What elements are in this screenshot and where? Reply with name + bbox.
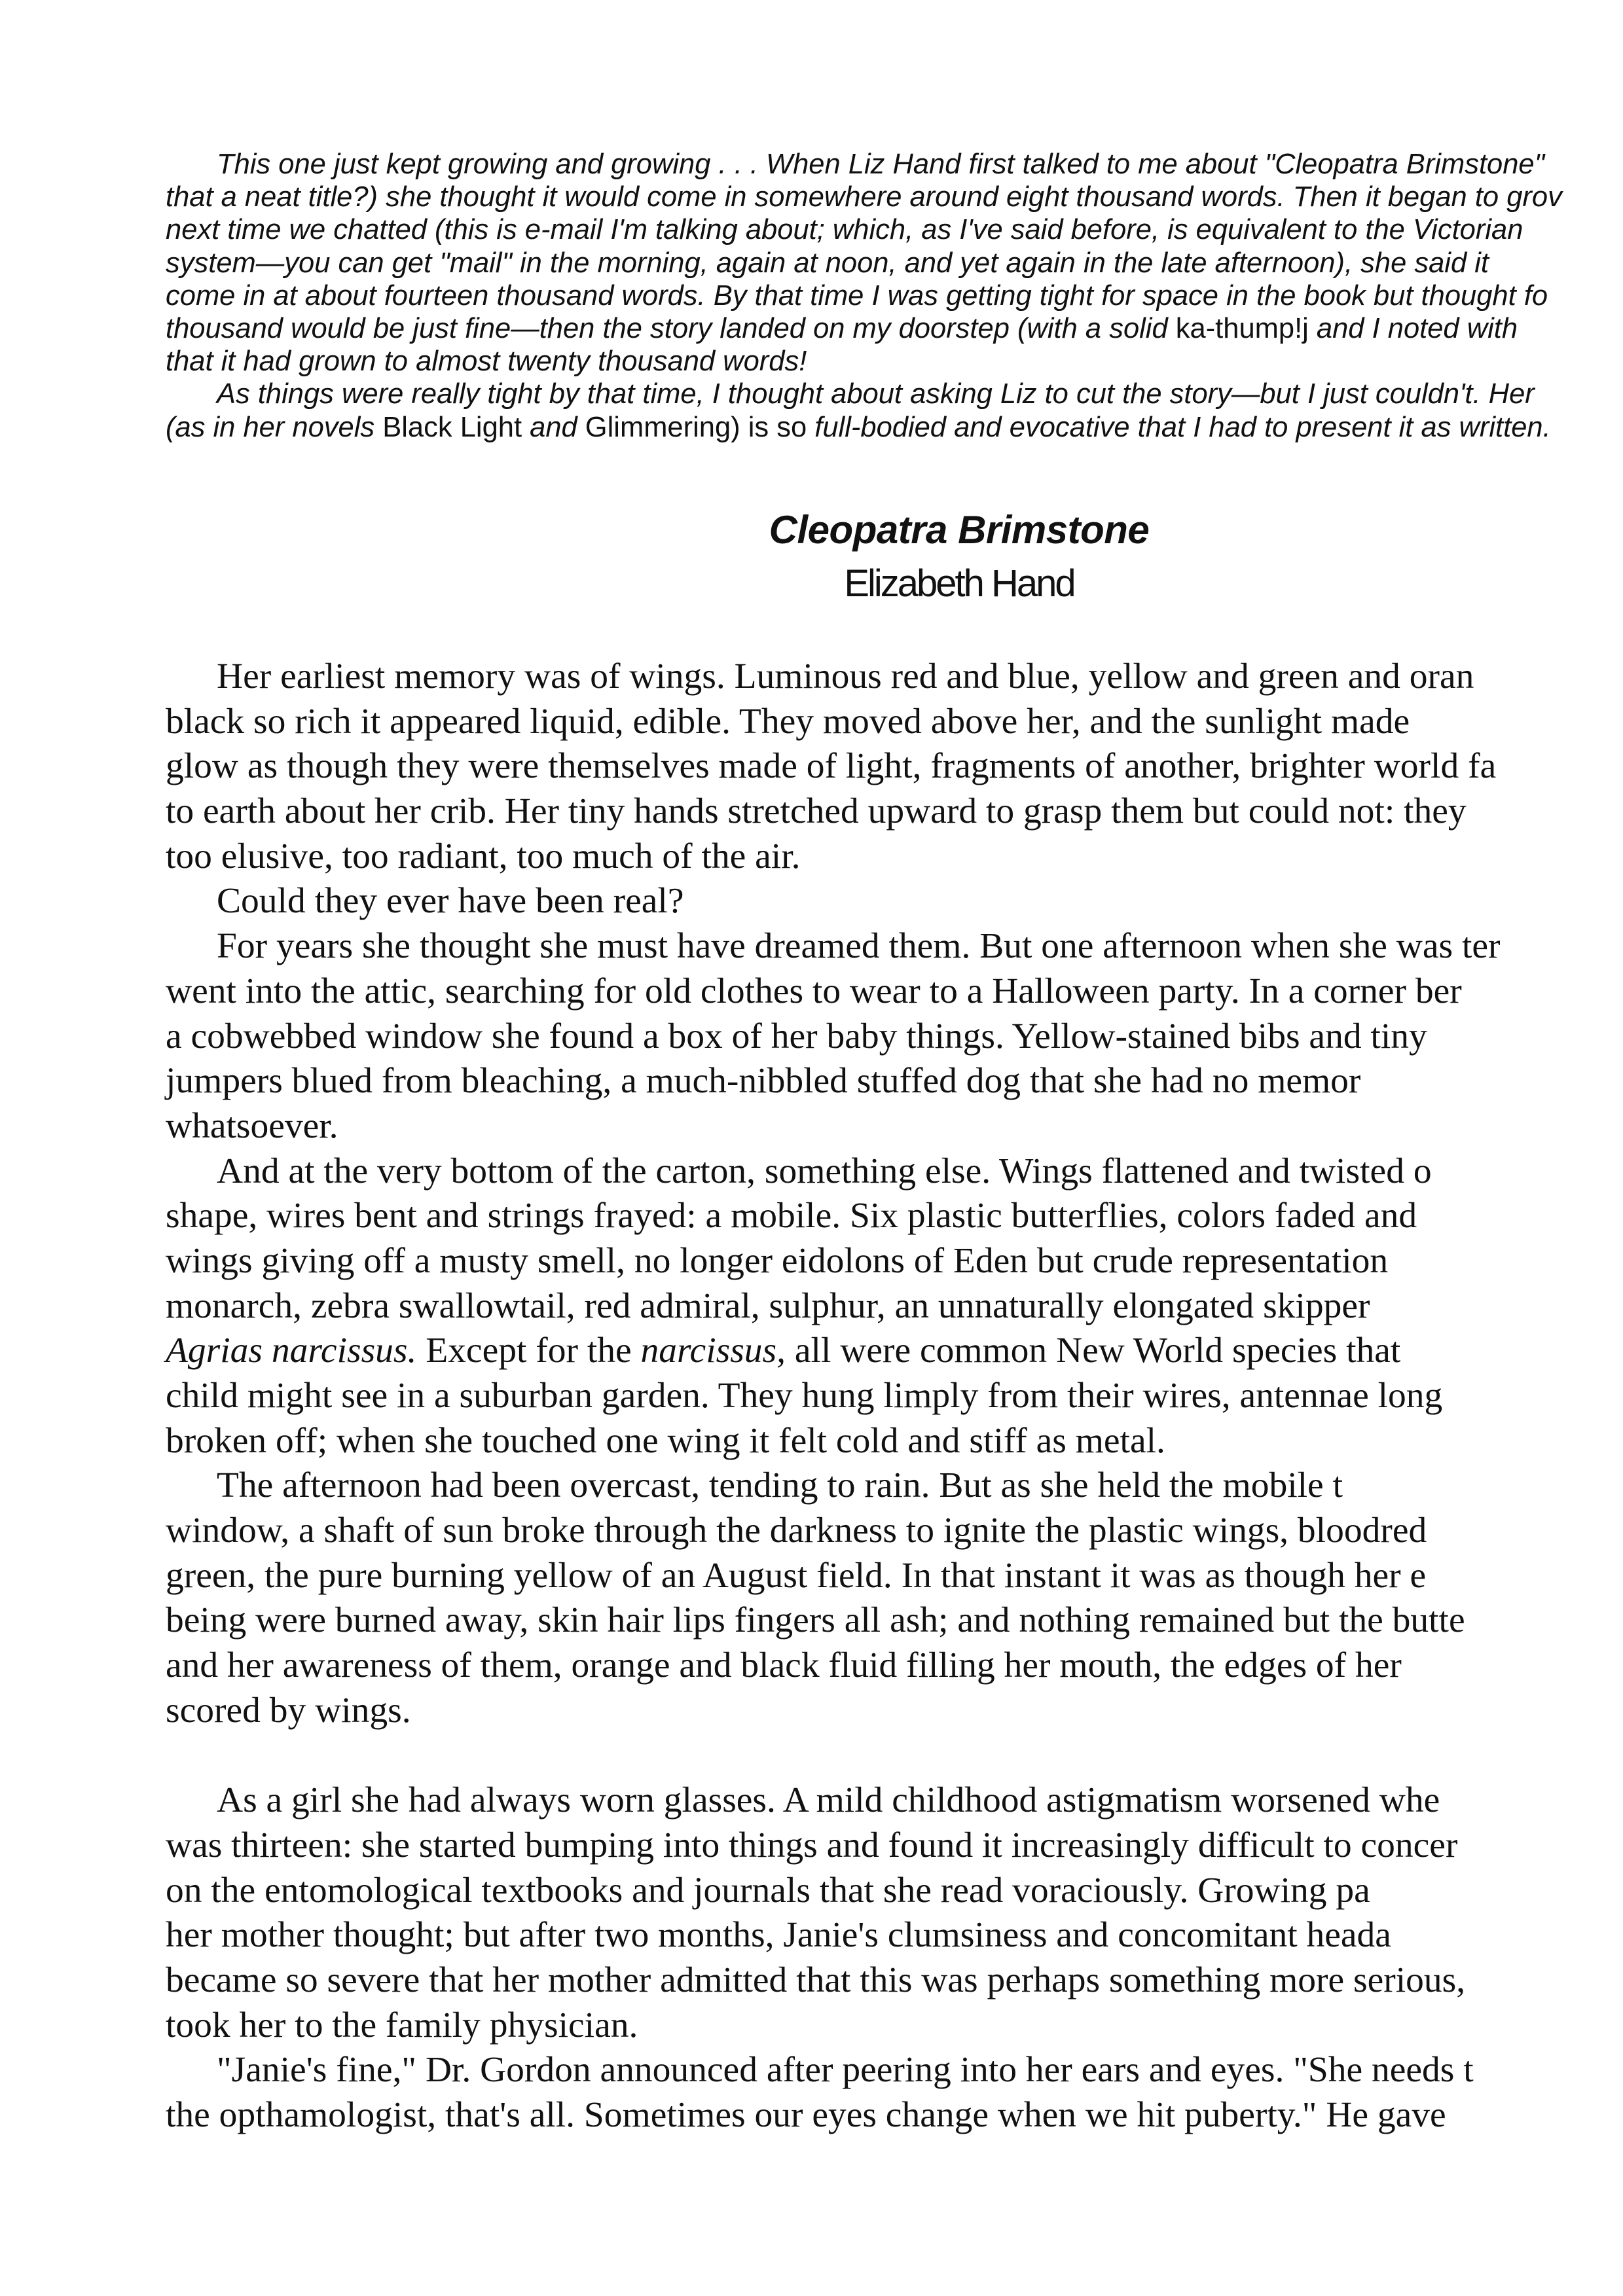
novel-title-glimmering: Glimmering (585, 411, 731, 443)
story-body (166, 655, 1623, 2138)
body-line: For years she thought she must have dreamed them. But one afternoon when she was ter (217, 926, 1501, 967)
body-line: scored by wings. (166, 1690, 411, 1731)
intro-line (166, 411, 1623, 444)
story-title: Cleopatra Brimstone (769, 508, 1150, 552)
body-line: And at the very bottom of the carton, something else. Wings flattened and twisted o (217, 1151, 1432, 1191)
body-line: As a girl she had always worn glasses. A mild childhood astigmatism worsened whe (217, 1780, 1440, 1821)
body-line: became so severe that her mother admitted that this was perhaps something more serious, (166, 1960, 1466, 2000)
intro-text: and (522, 411, 585, 443)
body-line: her mother thought; but after two months, Janie's clumsiness and concomitant heada (166, 1915, 1391, 1956)
body-line: was thirteen: she started bumping into things and found it increasingly difficult to concer (166, 1825, 1458, 1865)
body-line: monarch, zebra swallowtail, red admiral, sulphur, an unnaturally elongated skipper (166, 1285, 1370, 1326)
intro-line (166, 312, 1623, 345)
body-line: a cobwebbed window she found a box of her baby things. Yellow-stained bibs and tiny (166, 1016, 1427, 1056)
intro-text: and I noted with (1308, 312, 1518, 344)
novel-title-black-light: Black Light (382, 411, 522, 443)
body-line: to earth about her crib. Her tiny hands stretched upward to grasp them but could not: they (166, 791, 1467, 832)
body-line: went into the attic, searching for old clothes to wear to a Halloween party. In a corner ber (166, 971, 1462, 1011)
body-line: too elusive, too radiant, too much of the air. (166, 836, 801, 876)
body-line: window, a shaft of sun broke through the darkness to ignite the plastic wings, bloodred (166, 1511, 1427, 1551)
body-text: Except for the (416, 1331, 641, 1371)
intro-line: This one just kept growing and growing . . . When Liz Hand first talked to me about "Cleopatra Brimstone" (217, 149, 1545, 180)
intro-line: system—you can get "mail" in the morning, again at noon, and yet again in the late afternoon), she said it (166, 247, 1489, 279)
body-text: all were common New World species that (786, 1331, 1401, 1371)
section-break (166, 1734, 1623, 1779)
body-line: broken off; when she touched one wing it felt cold and stiff as metal. (166, 1420, 1165, 1461)
intro-text: thousand would be just fine—then the story landed on my doorstep (with a solid (166, 312, 1176, 344)
intro-line: As things were really tight by that time, I thought about asking Liz to cut the story—but I just couldn't. Her (217, 378, 1535, 410)
body-line: The afternoon had been overcast, tending to rain. But as she held the mobile t (217, 1465, 1343, 1506)
body-line: Her earliest memory was of wings. Luminous red and blue, yellow and green and oran (217, 656, 1474, 696)
body-line: jumpers blued from bleaching, a much-nibbled stuffed dog that she had no memor (166, 1061, 1361, 1102)
body-line: the opthamologist, that's all. Sometimes our eyes change when we hit puberty." He gave (166, 2095, 1446, 2135)
body-line: "Janie's fine," Dr. Gordon announced after peering into her ears and eyes. "She needs t (217, 2050, 1474, 2090)
species-name: Agrias narcissus. (166, 1331, 417, 1371)
body-line: being were burned away, skin hair lips fingers all ash; and nothing remained but the butte (166, 1600, 1465, 1641)
body-line: child might see in a suburban garden. They hung limply from their wires, antennae long (166, 1376, 1443, 1416)
story-author: Elizabeth Hand (844, 562, 1074, 605)
intro-line: come in at about fourteen thousand words. By that time I was getting tight for space in the book but thought fo (166, 279, 1548, 312)
body-line: took her to the family physician. (166, 2005, 638, 2045)
body-line: Could they ever have been real? (217, 881, 684, 922)
body-line (166, 1329, 1623, 1374)
body-line: black so rich it appeared liquid, edible. They moved above her, and the sunlight made (166, 701, 1410, 742)
intro-text: full-bodied and evocative that I had to present it as written. (814, 411, 1551, 443)
intro-line: that a neat title?) she thought it would come in somewhere around eight thousand words. Then it began to grov (166, 181, 1562, 213)
intro-roman-text: ka-thump!j (1175, 312, 1309, 344)
body-line: whatsoever. (166, 1105, 338, 1146)
editor-introduction (166, 148, 1623, 444)
body-line: on the entomological textbooks and journals that she read voraciously. Growing pa (166, 1870, 1370, 1910)
body-line: glow as though they were themselves made of light, fragments of another, brighter world fa (166, 746, 1497, 787)
intro-roman-text: ) is so (731, 411, 815, 443)
body-line: shape, wires bent and strings frayed: a mobile. Six plastic butterflies, colors faded and (166, 1196, 1417, 1236)
species-name: narcissus, (640, 1331, 786, 1371)
intro-line: next time we chatted (this is e-mail I'm talking about; which, as I've said before, is equivalent to the Victorian (166, 214, 1523, 246)
body-line: wings giving off a musty smell, no longer eidolons of Eden but crude representation (166, 1240, 1389, 1281)
body-line: green, the pure burning yellow of an August field. In that instant it was as though her e (166, 1555, 1427, 1596)
body-line: and her awareness of them, orange and black fluid filling her mouth, the edges of her (166, 1645, 1402, 1686)
intro-text: (as in her novels (166, 411, 383, 443)
intro-line: that it had grown to almost twenty thousand words! (166, 346, 807, 378)
